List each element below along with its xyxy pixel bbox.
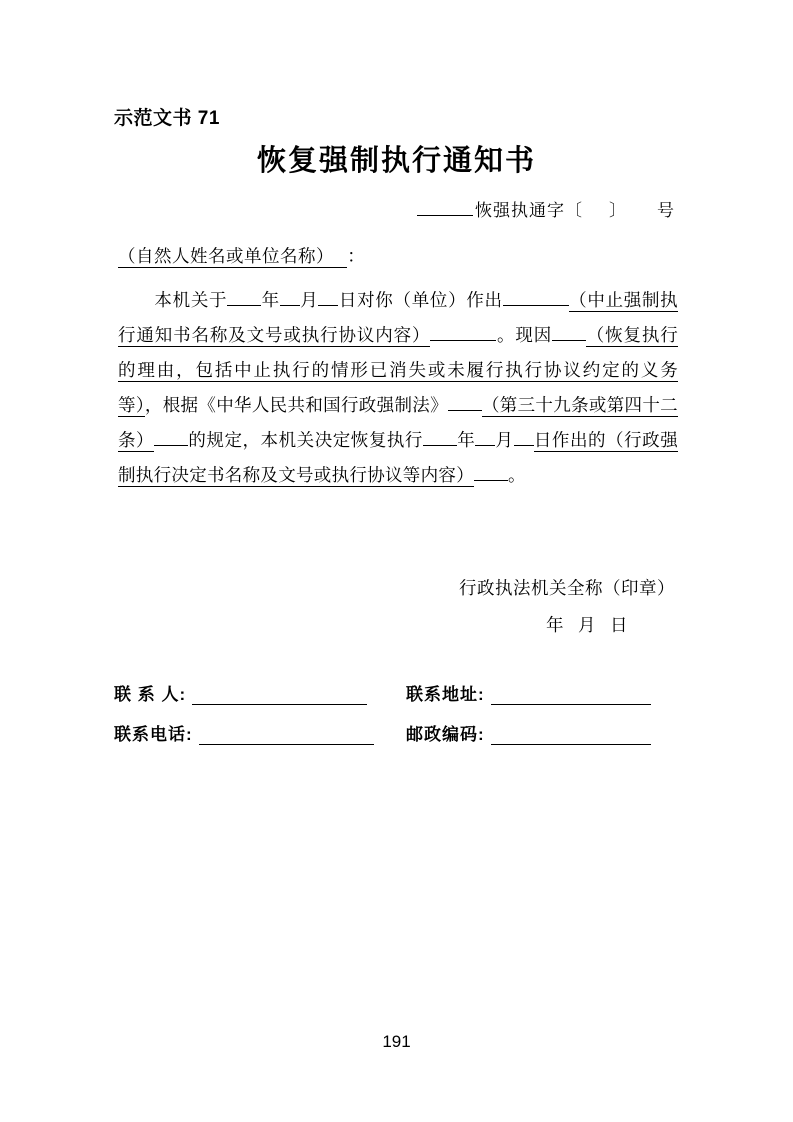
contact-phone-label: 联系电话: [114,725,193,744]
page-title: 恢复强制执行通知书 [256,145,536,177]
blank-after-placeholder-4 [474,480,508,481]
body-text-5: 。现因 [496,325,553,345]
signature-date [0,612,628,637]
contacts-row-2 [114,720,679,745]
body-text-9: 月 [495,430,514,450]
postal-code-label: 邮政编码: [406,725,485,744]
body-placeholder-3: （第三十九条或第四十二条） [118,395,678,450]
blank-day-1 [318,305,338,306]
postal-code-field [406,720,651,745]
contacts-block [114,680,679,760]
body-placeholder-4: （行政强制执行决定书名称及文号或执行协议等内容） [118,430,678,485]
body-text-10: 日作出的 [533,430,607,450]
body-text-8: 年 [457,430,476,450]
document-number-prefix-blank [417,215,473,216]
body-text-1: 本机关于 [154,290,228,310]
addressee-placeholder: （自然人姓名或单位名称） [118,246,347,268]
body-text-7: 的规定，本机关决定恢复执行 [188,430,423,450]
body-text-11: 。 [508,465,526,485]
body-placeholder-1: （中止强制执行通知书名称及文号或执行协议内容） [118,290,678,345]
body-text-4: 日对你（单位）作出 [338,290,503,310]
blank-law-article [448,410,482,411]
signature-month: 月 [578,615,596,635]
document-code-label: 示范文书 71 [114,108,220,129]
addressee-line [118,243,365,268]
blank-month-1 [280,305,300,306]
contact-phone-field [114,720,406,745]
body-text-2: 年 [261,290,280,310]
contacts-row-1 [114,680,679,705]
body-text-6: ，根据《中华人民共和国行政强制法》 [144,395,448,415]
blank-after-law-article [154,445,188,446]
document-number-bracket-close: 〕 [609,201,627,220]
blank-year-2 [423,445,457,446]
signature-year: 年 [546,615,564,635]
blank-month-2 [475,445,495,446]
body-placeholder-2: （恢复执行的理由，包括中止执行的情形已消失或未履行执行协议约定的义务等） [118,325,679,415]
blank-after-placeholder-1 [430,340,496,341]
signature-day: 日 [610,615,628,635]
contact-address-field [406,680,651,705]
document-number-suffix: 号 [657,201,675,220]
contact-person-label: 联 系 人: [114,685,187,704]
document-number-text: 恢强执通字〔 [475,201,583,220]
body-text-3: 月 [299,290,319,310]
page-number: 191 [382,1032,411,1051]
contact-address-label: 联系地址: [406,685,485,704]
contact-person-input[interactable] [192,689,367,705]
contact-address-input[interactable] [491,689,651,705]
addressee-colon: ： [347,246,366,266]
contact-phone-input[interactable] [199,729,374,745]
body-paragraph [118,283,678,493]
postal-code-input[interactable] [491,729,651,745]
document-number-line [0,196,675,221]
blank-reason [552,340,586,341]
blank-year-1 [227,305,261,306]
signature-authority: 行政执法机关全称（印章） [459,578,675,598]
contact-person-field [114,680,406,705]
blank-doc-ref-1 [503,305,569,306]
blank-day-2 [514,445,534,446]
